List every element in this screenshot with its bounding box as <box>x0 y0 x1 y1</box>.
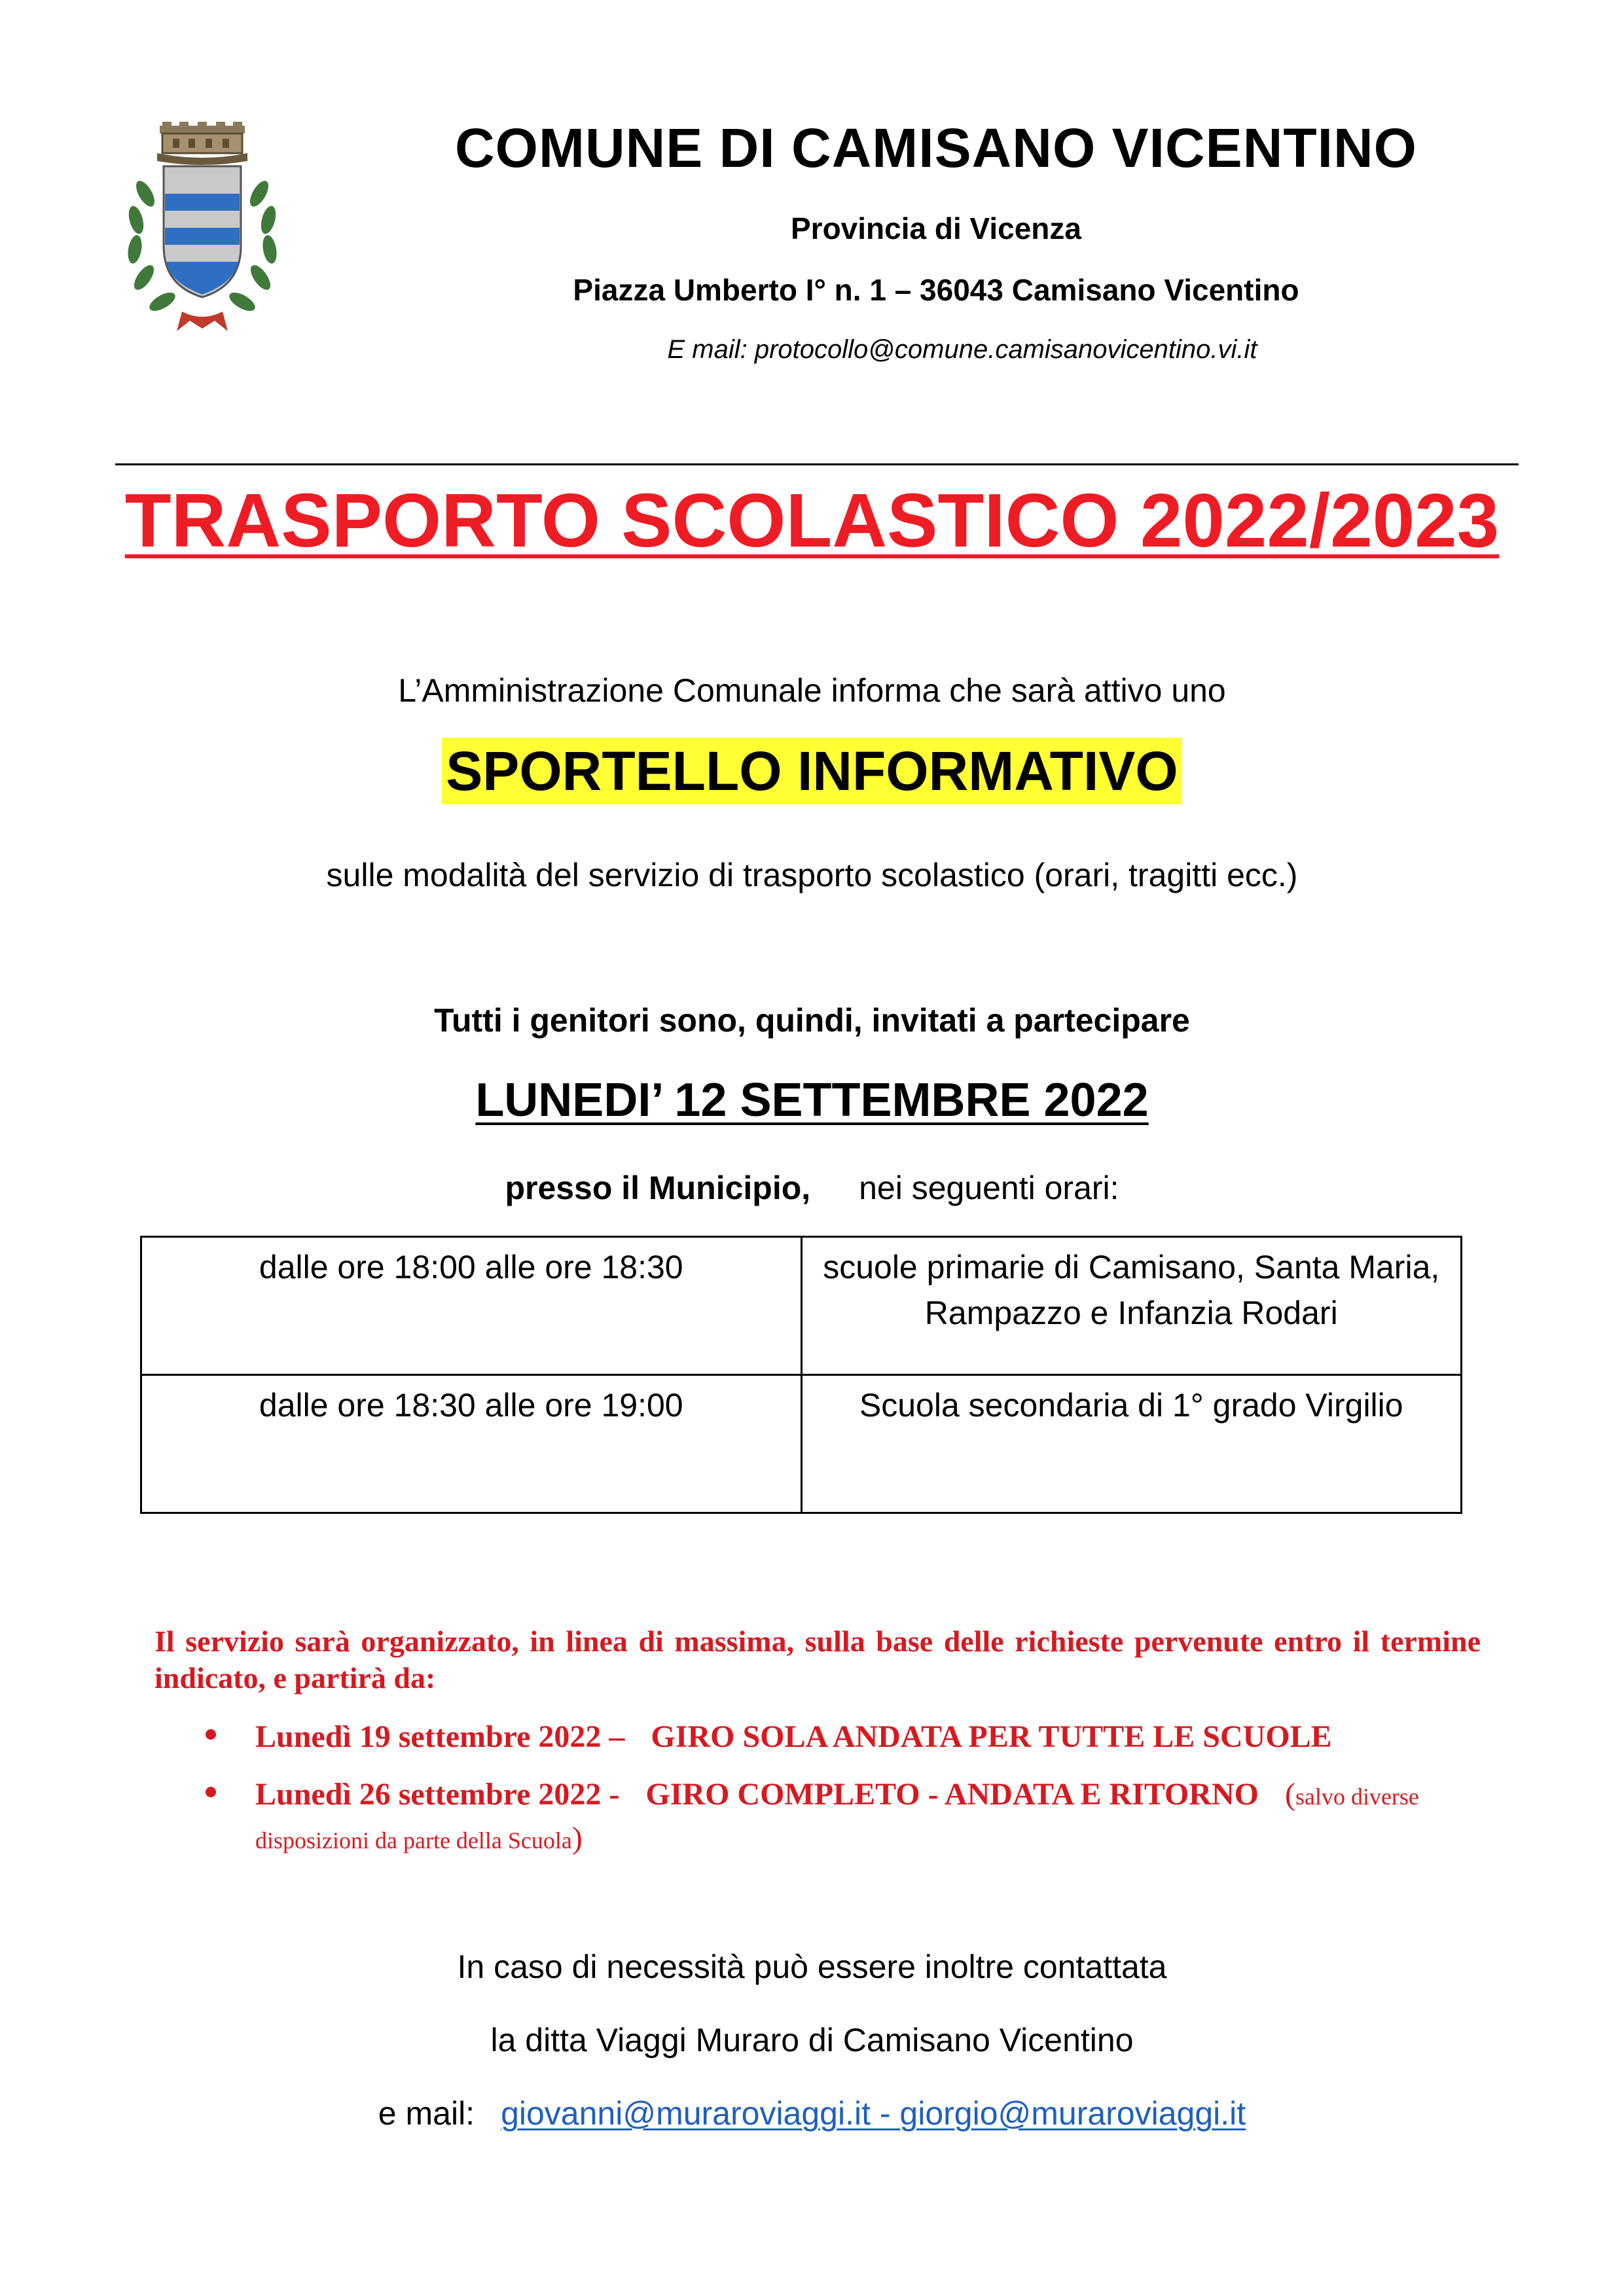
bullet-date: Lunedì 19 settembre 2022 – <box>255 1719 625 1754</box>
coat-of-arms-icon <box>117 122 288 340</box>
intro-text: L’Amministrazione Comunale informa che sarà attivo uno <box>398 672 1226 709</box>
service-notice: Il servizio sarà organizzato, in linea di massima, sulla base delle richieste pervenute entro il termine indicato, e partirà da: <box>154 1624 1481 1695</box>
meeting-date: LUNEDI’ 12 SETTEMBRE 2022 <box>475 1074 1149 1126</box>
schedule-time: dalle ore 18:30 alle ore 19:00 <box>141 1375 802 1513</box>
list-item <box>154 1716 1481 1758</box>
bullet-note: salvo diverse disposizioni da parte della Scuola <box>255 1784 1419 1854</box>
list-item <box>154 1774 1481 1861</box>
header-divider <box>115 463 1519 465</box>
address-text: Piazza Umberto I° n. 1 – 36043 Camisano Vicentino <box>573 273 1299 307</box>
orari-label: nei seguenti orari: <box>859 1170 1119 1206</box>
schedule-schools: scuole primarie di Camisano, Santa Maria, Rampazzo e Infanzia Rodari <box>801 1237 1462 1375</box>
table-row <box>141 1237 1462 1375</box>
location-text: presso il Municipio, <box>505 1170 811 1206</box>
modalita-text: sulle modalità del servizio di trasporto scolastico (orari, tragitti ecc.) <box>326 857 1298 893</box>
paren-open: ( <box>1284 1777 1295 1812</box>
schedule-time: dalle ore 18:00 alle ore 18:30 <box>141 1237 802 1375</box>
location-line <box>0 1169 1624 1207</box>
protocol-email: E mail: protocollo@comune.camisanovicentino.vi.it <box>667 335 1257 364</box>
bullet-text: GIRO SOLA ANDATA PER TUTTE LE SCUOLE <box>651 1719 1332 1754</box>
bullet-icon <box>206 1787 216 1797</box>
provincia-text: Provincia di Vicenza <box>790 211 1081 245</box>
company-text: la ditta Viaggi Muraro di Camisano Vicentino <box>490 2022 1134 2058</box>
email-label: e mail: <box>378 2095 475 2132</box>
page-title: TRASPORTO SCOLASTICO 2022/2023 <box>124 478 1500 563</box>
start-dates-list <box>154 1716 1481 1861</box>
table-row <box>141 1375 1462 1513</box>
contact-text: In caso di necessità può essere inoltre contattata <box>457 1948 1167 1985</box>
company-email-line <box>0 2094 1624 2132</box>
schedule-table <box>140 1236 1462 1514</box>
comune-title: COMUNE DI CAMISANO VICENTINO <box>454 117 1418 179</box>
bullet-icon <box>206 1729 216 1740</box>
paren-close: ) <box>571 1821 583 1856</box>
bullet-text: GIRO COMPLETO - ANDATA E RITORNO <box>645 1777 1259 1812</box>
sportello-heading: SPORTELLO INFORMATIVO <box>442 738 1182 804</box>
company-email-links[interactable]: giovanni@muraroviaggi.it - giorgio@muraroviaggi.it <box>501 2095 1246 2132</box>
sportello-heading-wrap <box>0 740 1624 803</box>
bullet-date: Lunedì 26 settembre 2022 - <box>255 1777 620 1812</box>
invito-text: Tutti i genitori sono, quindi, invitati a partecipare <box>434 1002 1190 1039</box>
schedule-schools: Scuola secondaria di 1° grado Virgilio <box>801 1375 1462 1513</box>
